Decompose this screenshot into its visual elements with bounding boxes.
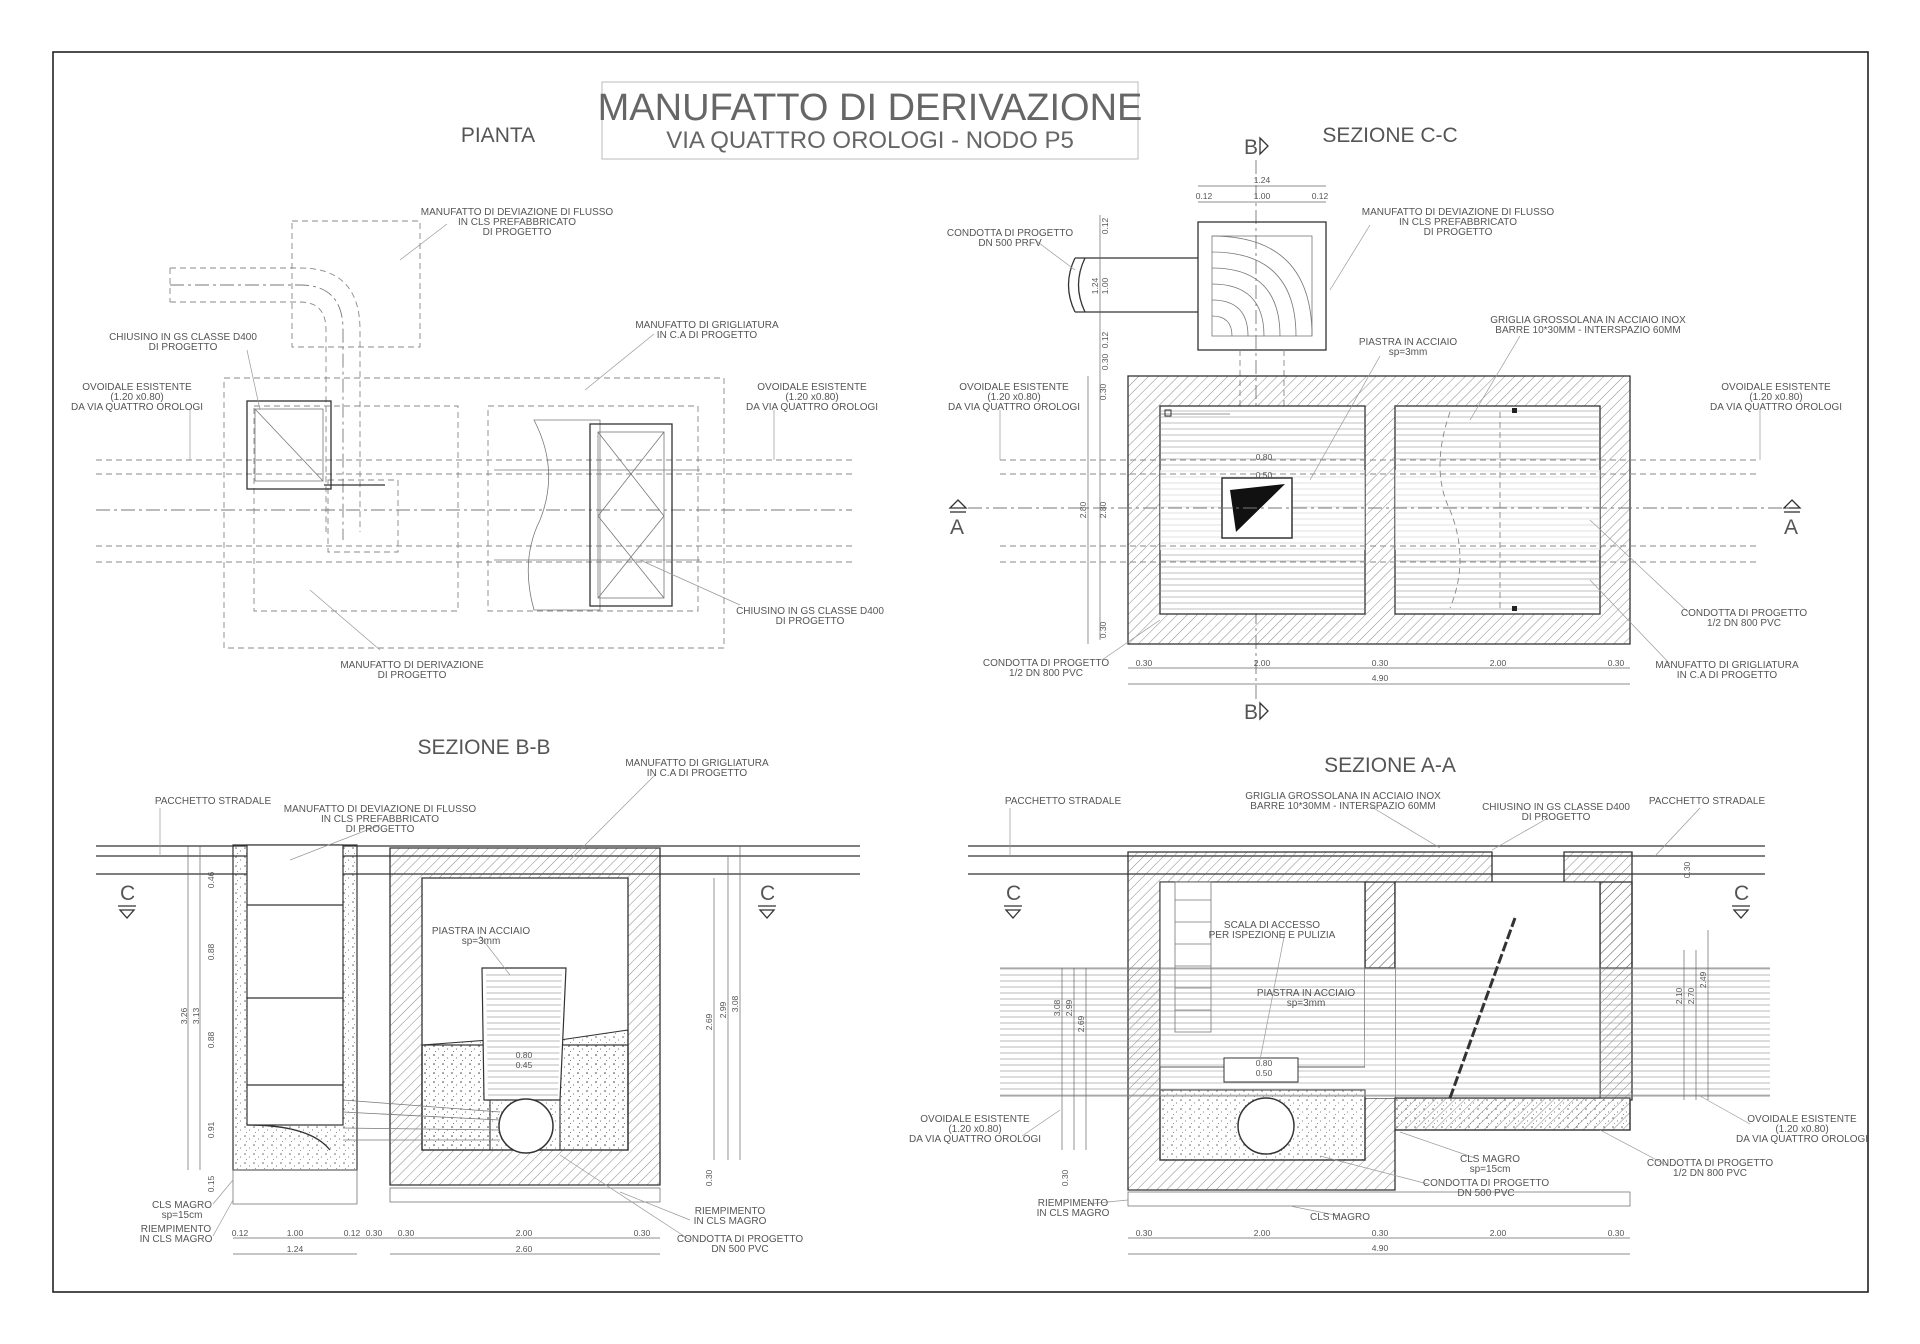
svg-text:1.24: 1.24 xyxy=(1090,277,1100,295)
svg-text:0.50: 0.50 xyxy=(1255,470,1273,480)
label-griglia-aa xyxy=(1245,791,1441,812)
svg-text:C: C xyxy=(1734,882,1750,905)
label-riempimento-bb-right xyxy=(694,1206,767,1227)
label-ovoidale-aa-right xyxy=(1736,1114,1868,1145)
svg-text:PIASTRA IN ACCIAIO: PIASTRA IN ACCIAIO xyxy=(431,926,531,937)
svg-text:0.12: 0.12 xyxy=(1100,217,1110,235)
svg-text:2.69: 2.69 xyxy=(1076,1015,1086,1033)
label-condotta-800-cc-right xyxy=(1681,608,1808,629)
svg-text:(1.20 x0.80): (1.20 x0.80) xyxy=(785,392,839,403)
svg-text:CLS MAGRO: CLS MAGRO xyxy=(1309,1212,1371,1223)
svg-text:0.30: 0.30 xyxy=(1607,1228,1625,1238)
label-piastra-bb xyxy=(432,926,531,947)
svg-text:DI PROGETTO: DI PROGETTO xyxy=(1423,227,1493,238)
section-mark-b-top xyxy=(1244,136,1268,159)
svg-text:MANUFATTO DI GRIGLIATURA: MANUFATTO DI GRIGLIATURA xyxy=(635,320,779,331)
svg-text:DI PROGETTO: DI PROGETTO xyxy=(345,824,415,835)
svg-text:2.99: 2.99 xyxy=(718,1001,728,1019)
view-title-sezione-aa: SEZIONE A-A xyxy=(1324,754,1456,777)
svg-text:GRIGLIA GROSSOLANA IN ACCIAIO: GRIGLIA GROSSOLANA IN ACCIAIO INOX xyxy=(1245,791,1441,802)
svg-text:OVOIDALE ESISTENTE: OVOIDALE ESISTENTE xyxy=(1721,382,1831,393)
svg-text:B: B xyxy=(1244,136,1259,159)
svg-text:OVOIDALE ESISTENTE: OVOIDALE ESISTENTE xyxy=(757,382,867,393)
svg-text:0.30: 0.30 xyxy=(1371,1228,1389,1238)
svg-text:BARRE 10*30MM - INTERSPAZIO 60: BARRE 10*30MM - INTERSPAZIO 60MM xyxy=(1250,801,1436,812)
svg-text:C: C xyxy=(120,882,136,905)
section-mark-c-right-aa xyxy=(1732,882,1750,918)
svg-text:0.45: 0.45 xyxy=(515,1060,533,1070)
label-deviazione-bb xyxy=(284,804,477,835)
svg-text:DA VIA QUATTRO OROLOGI: DA VIA QUATTRO OROLOGI xyxy=(908,1134,1042,1145)
svg-text:0.30: 0.30 xyxy=(1135,1228,1153,1238)
svg-text:IN C.A DI PROGETTO: IN C.A DI PROGETTO xyxy=(646,768,748,779)
label-condotta-800-aa xyxy=(1647,1158,1774,1179)
svg-text:DI PROGETTO: DI PROGETTO xyxy=(1521,812,1591,823)
label-deviazione-pianta xyxy=(421,207,614,238)
svg-text:0.30: 0.30 xyxy=(1371,658,1389,668)
svg-text:1.00: 1.00 xyxy=(1253,191,1271,201)
svg-text:0.88: 0.88 xyxy=(206,943,216,961)
svg-text:2.49: 2.49 xyxy=(1698,971,1708,989)
svg-text:0.12: 0.12 xyxy=(343,1228,361,1238)
svg-text:CHIUSINO IN GS CLASSE D400: CHIUSINO IN GS CLASSE D400 xyxy=(1482,802,1630,813)
drawing-subtitle: VIA QUATTRO OROLOGI - NODO P5 xyxy=(666,127,1074,154)
svg-text:(1.20 x0.80): (1.20 x0.80) xyxy=(1775,1124,1829,1135)
svg-text:CHIUSINO IN GS CLASSE D400: CHIUSINO IN GS CLASSE D400 xyxy=(736,606,884,617)
svg-text:C: C xyxy=(1006,882,1022,905)
svg-text:IN CLS PREFABBRICATO: IN CLS PREFABBRICATO xyxy=(458,217,576,228)
svg-text:RIEMPIMENTO: RIEMPIMENTO xyxy=(1037,1198,1109,1209)
svg-text:0.12: 0.12 xyxy=(1195,191,1213,201)
svg-text:0.12: 0.12 xyxy=(1100,331,1110,349)
svg-text:CLS MAGRO: CLS MAGRO xyxy=(151,1200,213,1211)
svg-text:0.30: 0.30 xyxy=(365,1228,383,1238)
svg-text:SCALA DI ACCESSO: SCALA DI ACCESSO xyxy=(1223,920,1321,931)
section-mark-c-left-bb xyxy=(118,882,136,918)
svg-text:0.12: 0.12 xyxy=(231,1228,249,1238)
svg-text:PIASTRA IN ACCIAIO: PIASTRA IN ACCIAIO xyxy=(1256,988,1356,999)
svg-text:C: C xyxy=(760,882,776,905)
view-sezione-cc xyxy=(947,124,1842,724)
title-block xyxy=(598,82,1143,159)
svg-text:0.30: 0.30 xyxy=(1682,861,1692,879)
view-sezione-aa xyxy=(909,754,1868,1254)
svg-text:IN CLS MAGRO: IN CLS MAGRO xyxy=(693,1216,767,1227)
svg-text:PACCHETTO STRADALE: PACCHETTO STRADALE xyxy=(1648,796,1766,807)
svg-text:0.91: 0.91 xyxy=(206,1121,216,1139)
label-piastra-cc xyxy=(1359,337,1458,358)
svg-text:IN CLS MAGRO: IN CLS MAGRO xyxy=(1036,1208,1110,1219)
drawing-title: MANUFATTO DI DERIVAZIONE xyxy=(597,87,1143,129)
svg-text:(1.20 x0.80): (1.20 x0.80) xyxy=(1749,392,1803,403)
svg-text:OVOIDALE ESISTENTE: OVOIDALE ESISTENTE xyxy=(82,382,192,393)
svg-text:IN CLS MAGRO: IN CLS MAGRO xyxy=(139,1234,213,1245)
svg-text:0.30: 0.30 xyxy=(1098,621,1108,639)
svg-text:CONDOTTA DI PROGETTO: CONDOTTA DI PROGETTO xyxy=(1422,1178,1550,1189)
svg-text:B: B xyxy=(1244,701,1259,724)
svg-text:0.30: 0.30 xyxy=(1098,383,1108,401)
svg-text:2.99: 2.99 xyxy=(1064,999,1074,1017)
svg-text:sp=15cm: sp=15cm xyxy=(1469,1164,1511,1175)
svg-text:CONDOTTA DI PROGETTO: CONDOTTA DI PROGETTO xyxy=(1646,1158,1774,1169)
svg-text:0.30: 0.30 xyxy=(704,1169,714,1187)
label-ovoidale-cc-right xyxy=(1710,382,1842,413)
svg-text:(1.20 x0.80): (1.20 x0.80) xyxy=(110,392,164,403)
view-title-pianta: PIANTA xyxy=(460,124,536,147)
label-ovoidale-aa-left xyxy=(909,1114,1041,1145)
svg-text:DN 500 PVC: DN 500 PVC xyxy=(1457,1188,1515,1199)
label-cls-magro-bb xyxy=(152,1200,212,1221)
svg-text:CONDOTTA DI PROGETTO: CONDOTTA DI PROGETTO xyxy=(982,658,1110,669)
svg-text:CHIUSINO IN GS CLASSE D400: CHIUSINO IN GS CLASSE D400 xyxy=(109,332,257,343)
label-condotta-prfv xyxy=(947,228,1074,249)
view-sezione-bb xyxy=(96,736,860,1255)
label-cls-magro-aa xyxy=(1460,1154,1520,1175)
svg-text:4.90: 4.90 xyxy=(1371,673,1389,683)
svg-text:DA VIA QUATTRO OROLOGI: DA VIA QUATTRO OROLOGI xyxy=(1735,1134,1869,1145)
label-condotta-800-cc-left xyxy=(983,658,1110,679)
svg-text:2.80: 2.80 xyxy=(1098,501,1108,519)
svg-text:DN 500 PVC: DN 500 PVC xyxy=(711,1244,769,1255)
label-grigliatura-pianta xyxy=(635,320,779,341)
svg-text:0.50: 0.50 xyxy=(1255,1068,1273,1078)
svg-text:IN C.A DI PROGETTO: IN C.A DI PROGETTO xyxy=(656,330,758,341)
svg-text:0.30: 0.30 xyxy=(633,1228,651,1238)
section-mark-c-right-bb xyxy=(758,882,776,918)
svg-text:GRIGLIA GROSSOLANA IN ACCIAIO: GRIGLIA GROSSOLANA IN ACCIAIO INOX xyxy=(1490,315,1686,326)
svg-text:OVOIDALE ESISTENTE: OVOIDALE ESISTENTE xyxy=(1747,1114,1857,1125)
svg-text:2.69: 2.69 xyxy=(704,1013,714,1031)
label-ovoidale-cc-left xyxy=(948,382,1080,413)
svg-text:0.88: 0.88 xyxy=(206,1031,216,1049)
svg-text:sp=3mm: sp=3mm xyxy=(461,936,501,947)
svg-text:DI PROGETTO: DI PROGETTO xyxy=(148,342,218,353)
svg-text:1.24: 1.24 xyxy=(1253,175,1271,185)
svg-text:A: A xyxy=(950,516,965,539)
svg-text:0.30: 0.30 xyxy=(1100,353,1110,371)
label-ovoidale-pianta-right xyxy=(746,382,878,413)
svg-text:DN 500 PRFV: DN 500 PRFV xyxy=(978,238,1042,249)
svg-text:2.80: 2.80 xyxy=(1078,501,1088,519)
svg-text:sp=3mm: sp=3mm xyxy=(1286,998,1326,1009)
svg-text:3.08: 3.08 xyxy=(730,995,740,1013)
svg-text:MANUFATTO DI GRIGLIATURA: MANUFATTO DI GRIGLIATURA xyxy=(625,758,769,769)
svg-text:PACCHETTO STRADALE: PACCHETTO STRADALE xyxy=(1004,796,1122,807)
svg-text:OVOIDALE ESISTENTE: OVOIDALE ESISTENTE xyxy=(920,1114,1030,1125)
svg-text:0.30: 0.30 xyxy=(397,1228,415,1238)
label-griglia-cc xyxy=(1490,315,1686,336)
label-condotta-500pvc-aa xyxy=(1423,1178,1550,1199)
svg-text:IN CLS PREFABBRICATO: IN CLS PREFABBRICATO xyxy=(321,814,439,825)
svg-text:2.00: 2.00 xyxy=(1489,1228,1507,1238)
svg-text:CLS MAGRO: CLS MAGRO xyxy=(1459,1154,1521,1165)
svg-text:0.80: 0.80 xyxy=(1255,452,1273,462)
svg-text:A: A xyxy=(1784,516,1799,539)
label-derivazione-pianta xyxy=(340,660,484,681)
svg-text:CONDOTTA DI PROGETTO: CONDOTTA DI PROGETTO xyxy=(946,228,1074,239)
svg-text:1/2 DN 800 PVC: 1/2 DN 800 PVC xyxy=(1009,668,1083,679)
label-cls-magro-aa-bottom xyxy=(1310,1212,1370,1223)
svg-text:0.80: 0.80 xyxy=(1255,1058,1273,1068)
svg-text:IN C.A DI PROGETTO: IN C.A DI PROGETTO xyxy=(1676,670,1778,681)
svg-text:CONDOTTA DI PROGETTO: CONDOTTA DI PROGETTO xyxy=(676,1234,804,1245)
section-mark-a-left xyxy=(950,500,966,539)
svg-text:0.12: 0.12 xyxy=(1311,191,1329,201)
svg-text:(1.20 x0.80): (1.20 x0.80) xyxy=(987,392,1041,403)
svg-text:DI PROGETTO: DI PROGETTO xyxy=(377,670,447,681)
svg-text:1.00: 1.00 xyxy=(286,1228,304,1238)
svg-text:BARRE 10*30MM - INTERSPAZIO 60: BARRE 10*30MM - INTERSPAZIO 60MM xyxy=(1495,325,1681,336)
label-chiusino-pianta-right xyxy=(736,606,884,627)
svg-text:DI PROGETTO: DI PROGETTO xyxy=(775,616,845,627)
svg-text:2.70: 2.70 xyxy=(1686,987,1696,1005)
svg-text:DA VIA QUATTRO OROLOGI: DA VIA QUATTRO OROLOGI xyxy=(947,402,1081,413)
svg-text:3.26: 3.26 xyxy=(179,1007,189,1025)
svg-text:2.00: 2.00 xyxy=(515,1228,533,1238)
svg-text:DA VIA QUATTRO OROLOGI: DA VIA QUATTRO OROLOGI xyxy=(70,402,204,413)
svg-text:0.30: 0.30 xyxy=(1135,658,1153,668)
label-scala-aa xyxy=(1209,920,1336,941)
label-pacchetto-aa-right xyxy=(1649,796,1766,807)
svg-text:2.60: 2.60 xyxy=(515,1244,533,1254)
label-pacchetto-aa-left xyxy=(1005,796,1122,807)
svg-text:PIASTRA IN ACCIAIO: PIASTRA IN ACCIAIO xyxy=(1358,337,1458,348)
svg-text:2.00: 2.00 xyxy=(1253,1228,1271,1238)
svg-text:MANUFATTO DI DERIVAZIONE: MANUFATTO DI DERIVAZIONE xyxy=(340,660,484,671)
svg-text:PER ISPEZIONE E PULIZIA: PER ISPEZIONE E PULIZIA xyxy=(1208,930,1336,941)
svg-text:DA VIA QUATTRO OROLOGI: DA VIA QUATTRO OROLOGI xyxy=(1709,402,1843,413)
svg-text:CONDOTTA DI PROGETTO: CONDOTTA DI PROGETTO xyxy=(1680,608,1808,619)
label-deviazione-cc xyxy=(1362,207,1555,238)
section-mark-a-right xyxy=(1784,500,1800,539)
svg-text:OVOIDALE ESISTENTE: OVOIDALE ESISTENTE xyxy=(959,382,1069,393)
svg-text:0.15: 0.15 xyxy=(206,1175,216,1193)
svg-text:0.80: 0.80 xyxy=(515,1050,533,1060)
svg-text:DA VIA QUATTRO OROLOGI: DA VIA QUATTRO OROLOGI xyxy=(745,402,879,413)
label-grigliatura-cc xyxy=(1655,660,1799,681)
svg-text:RIEMPIMENTO: RIEMPIMENTO xyxy=(140,1224,212,1235)
svg-text:MANUFATTO DI GRIGLIATURA: MANUFATTO DI GRIGLIATURA xyxy=(1655,660,1799,671)
svg-text:IN CLS PREFABBRICATO: IN CLS PREFABBRICATO xyxy=(1399,217,1517,228)
label-chiusino-pianta-left xyxy=(109,332,257,353)
svg-text:(1.20 x0.80): (1.20 x0.80) xyxy=(948,1124,1002,1135)
svg-text:1/2 DN 800 PVC: 1/2 DN 800 PVC xyxy=(1707,618,1781,629)
label-condotta-500pvc-bb xyxy=(677,1234,804,1255)
label-riempimento-bb-left xyxy=(140,1224,213,1245)
svg-text:0.46: 0.46 xyxy=(206,871,216,889)
svg-text:MANUFATTO DI DEVIAZIONE DI FLU: MANUFATTO DI DEVIAZIONE DI FLUSSO xyxy=(420,207,614,218)
svg-text:1.00: 1.00 xyxy=(1100,277,1110,295)
view-title-sezione-bb: SEZIONE B-B xyxy=(417,736,551,759)
svg-text:2.00: 2.00 xyxy=(1489,658,1507,668)
label-pacchetto-bb xyxy=(155,796,272,807)
svg-text:MANUFATTO DI DEVIAZIONE DI FLU: MANUFATTO DI DEVIAZIONE DI FLUSSO xyxy=(283,804,477,815)
svg-text:1/2 DN 800 PVC: 1/2 DN 800 PVC xyxy=(1673,1168,1747,1179)
svg-text:1.24: 1.24 xyxy=(286,1244,304,1254)
svg-text:3.08: 3.08 xyxy=(1052,999,1062,1017)
view-title-sezione-cc: SEZIONE C-C xyxy=(1322,124,1458,147)
label-chiusino-aa xyxy=(1482,802,1630,823)
svg-text:DI PROGETTO: DI PROGETTO xyxy=(482,227,552,238)
svg-text:4.90: 4.90 xyxy=(1371,1243,1389,1253)
svg-text:sp=15cm: sp=15cm xyxy=(161,1210,203,1221)
svg-text:2.00: 2.00 xyxy=(1253,658,1271,668)
svg-text:PACCHETTO STRADALE: PACCHETTO STRADALE xyxy=(154,796,272,807)
view-pianta xyxy=(71,124,884,681)
label-riempimento-aa xyxy=(1037,1198,1110,1219)
svg-text:sp=3mm: sp=3mm xyxy=(1388,347,1428,358)
svg-text:MANUFATTO DI DEVIAZIONE DI FLU: MANUFATTO DI DEVIAZIONE DI FLUSSO xyxy=(1361,207,1555,218)
section-mark-b-bottom xyxy=(1244,701,1268,724)
section-mark-c-left-aa xyxy=(1004,882,1022,918)
svg-text:0.30: 0.30 xyxy=(1060,1169,1070,1187)
svg-text:3.13: 3.13 xyxy=(191,1007,201,1025)
svg-text:RIEMPIMENTO: RIEMPIMENTO xyxy=(694,1206,766,1217)
svg-text:2.10: 2.10 xyxy=(1674,987,1684,1005)
svg-text:0.30: 0.30 xyxy=(1607,658,1625,668)
label-grigliatura-bb xyxy=(625,758,769,779)
label-ovoidale-pianta-left xyxy=(71,382,203,413)
